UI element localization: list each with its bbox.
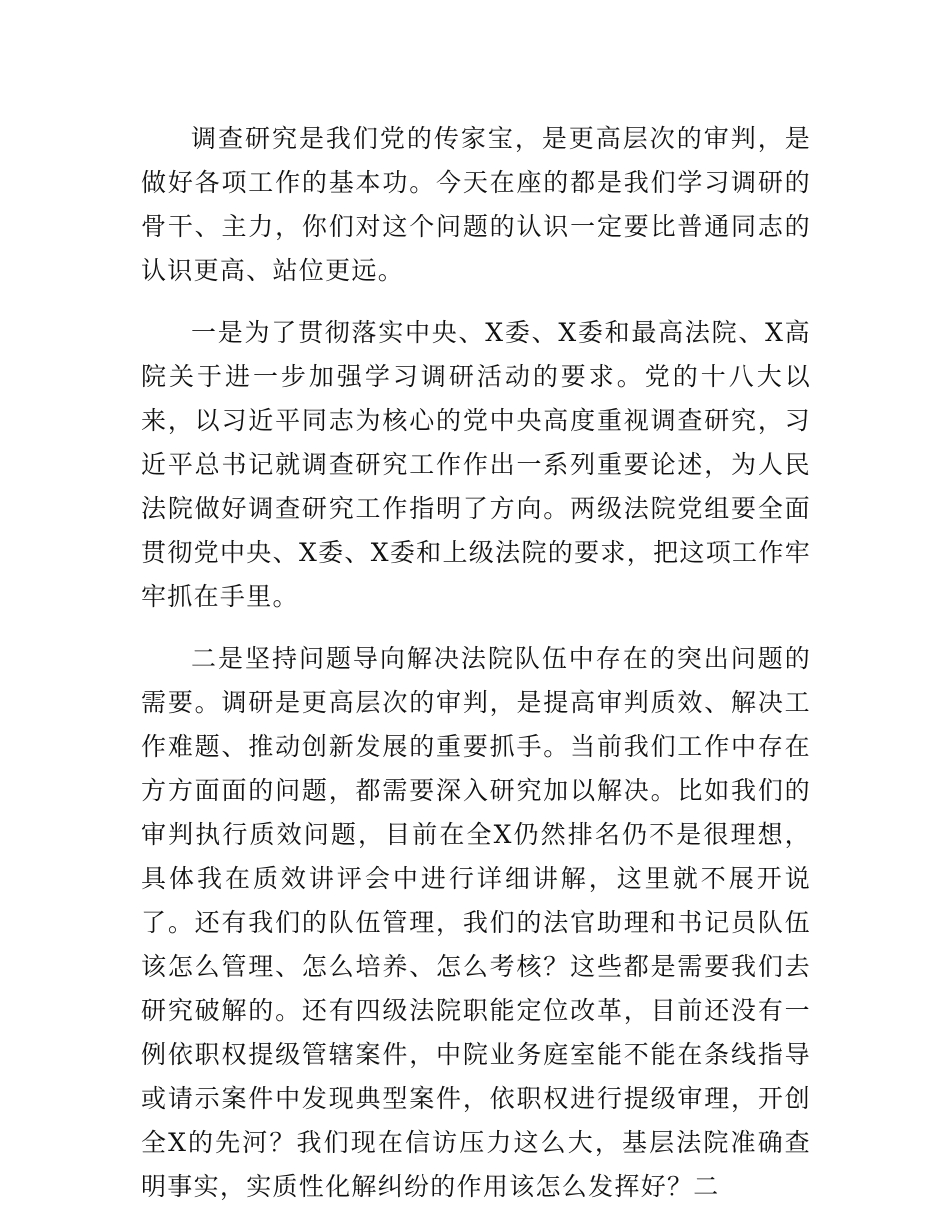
paragraph-intro: 调查研究是我们党的传家宝，是更高层次的审判，是做好各项工作的基本功。今天在座的都是我们学习调研的骨干、主力，你们对这个问题的认识一定要比普通同志的认识更高、站位更远。	[141, 124, 811, 285]
document-body	[141, 117, 811, 1227]
paragraph-point-two: 二是坚持问题导向解决法院队伍中存在的突出问题的需要。调研是更高层次的审判，是提高审判质效、解决工作难题、推动创新发展的重要抓手。当前我们工作中存在方方面面的问题，都需要深入研究加以解决。比如我们的审判执行质效问题，目前在全X仍然排名仍不是很理想，具体我在质效讲评会中进行详细讲解，这里就不展开说了。还有我们的队伍管理，我们的法官助理和书记员队伍该怎么管理、怎么培养、怎么考核？这些都是需要我们去研究破解的。还有四级法院职能定位改革，目前还没有一例依职权提级管辖案件，中院业务庭室能不能在条线指导或请示案件中发现典型案件，依职权进行提级审理，开创全X的先河？我们现在信访压力这么大，基层法院准确查明事实，实质性化解纠纷的作用该怎么发挥好？二	[141, 644, 811, 1201]
paragraph-point-one: 一是为了贯彻落实中央、X委、X委和最高法院、X高院关于进一步加强学习调研活动的要求。党的十八大以来，以习近平同志为核心的党中央高度重视调查研究，习近平总书记就调查研究工作作出一系列重要论述，为人民法院做好调查研究工作指明了方向。两级法院党组要全面贯彻党中央、X委、X委和上级法院的要求，把这项工作牢牢抓在手里。	[141, 318, 811, 611]
